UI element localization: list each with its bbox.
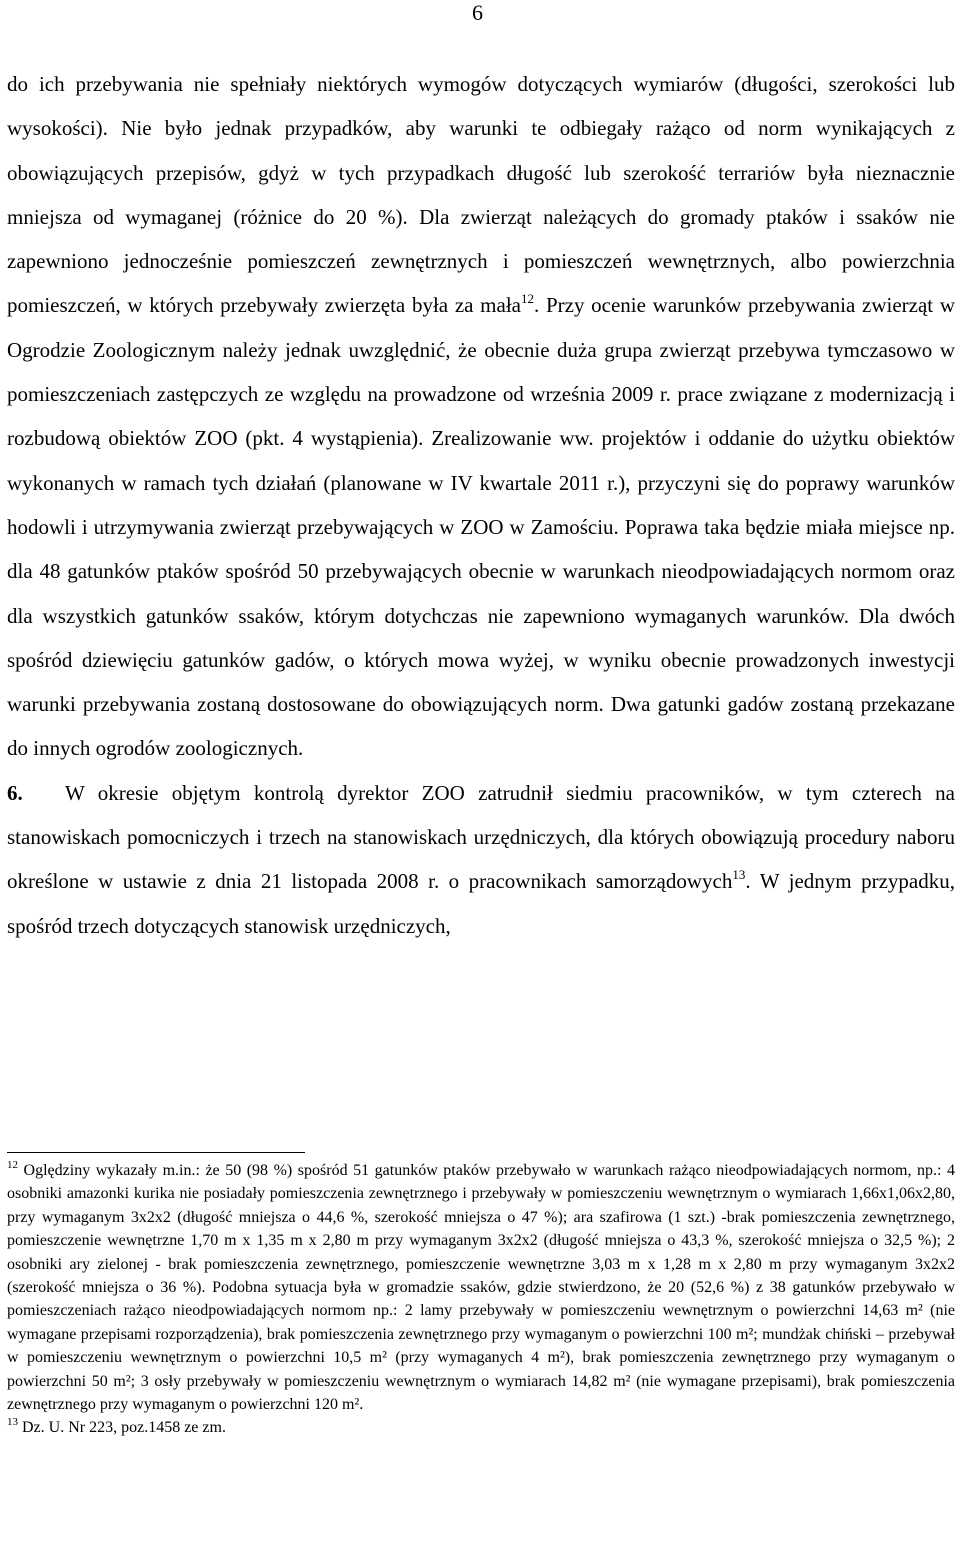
footnote-mark: 12 — [7, 1159, 18, 1171]
footnote-12 — [7, 1159, 955, 1416]
main-text — [7, 62, 955, 948]
footnote-separator — [7, 1152, 305, 1153]
footnote-text: Dz. U. Nr 223, poz.1458 ze zm. — [18, 1419, 226, 1437]
paragraph-text: . Przy ocenie warunków przebywania zwierząt w Ogrodzie Zoologicznym należy jednak uwzględnić, że obecnie duża grupa zwierząt przebywa tymczasowo w pomieszczeniach zastępczych ze względu na prowadzone od września 2009 r. prace związane z modernizacją i rozbudową obiektów ZOO (pkt. 4 wystąpienia). Zrealizowanie ww. projektów i oddanie do użytku obiektów wykonanych w ramach tych działań (planowane w IV kwartale 2011 r.), przyczyni się do poprawy warunków hodowli i utrzymywania zwierząt przebywających w ZOO w Zamościu. Poprawa taka będzie miała miejsce np. dla 48 gatunków ptaków spośród 50 przebywających obecnie w warunkach nieodpowiadających normom oraz dla wszystkich gatunków ssaków, którym dotychczas nie zapewniono wymaganych warunków. Dla dwóch spośród dziewięciu gatunków gadów, o których mowa wyżej, w wyniku obecnie prowadzonych inwestycji warunki przebywania zostaną dostosowane do obowiązujących norm. Dwa gatunki gadów zostaną przekazane do innych ogrodów zoologicznych. — [7, 293, 955, 761]
footnote-mark: 13 — [7, 1416, 18, 1429]
section-6-paragraph — [7, 771, 955, 948]
paragraph-text: . W jednym przypadku, spośród trzech dotyczących stanowisk urzędniczych, — [7, 869, 956, 938]
footnote-13 — [7, 1416, 955, 1439]
paragraph-text: W okresie objętym kontrolą dyrektor ZOO zatrudnił siedmiu pracowników, w tym czterech na stanowiskach pomocniczych i trzech na stanowiskach urzędniczych, dla których obowiązują procedury naboru określone w ustawie z dnia 21 listopada 2008 r. o pracownikach samorządowych — [7, 780, 955, 894]
footnotes-section — [7, 1159, 955, 1440]
paragraph-text: do ich przebywania nie spełniały niektórych wymogów dotyczących wymiarów (długości, szerokości lub wysokości). Nie było jednak przypadków, aby warunki te odbiegały rażąco od norm wynikających z obowiązujących przepisów, gdyż w tych przypadkach długość lub szerokość terrariów była nieznacznie mniejsza od wymaganej (różnice do 20 %). Dla zwierząt należących do gromady ptaków i ssaków nie zapewniono jednocześnie pomieszczeń zewnętrznych i pomieszczeń wewnętrznych, albo powierzchnia pomieszczeń, w których przebywały zwierzęta była za mała — [7, 72, 955, 318]
page-number: 6 — [472, 0, 483, 25]
footnote-reference-13[interactable]: 13 — [732, 867, 746, 883]
footnote-reference-12[interactable]: 12 — [520, 291, 534, 307]
footnote-text: Oględziny wykazały m.in.: że 50 (98 %) spośród 51 gatunków ptaków przebywało w warunkach rażąco nieodpowiadających normom, np.: 4 osobniki amazonki kurika nie posiadały pomieszczenia zewnętrznego i przebywały w pomieszczeniu wewnętrznym o wymiarach 1,66x1,06x2,80, przy wymaganym 3x2x2 (długość mniejsza o 44,6 %, szerokość mniejsza o 47 %); ara szafirowa (1 szt.) -brak pomieszczenia zewnętrznego, pomieszczenie wewnętrzne 1,70 m x 1,35 m x 2,80 m przy wymaganym 3x2x2 (długość mniejsza o 43,3 %, szerokość mniejsza o 32,5 %); 2 osobniki ary zielonej - brak pomieszczenia zewnętrznego, pomieszczenie wewnętrzne 3,03 m x 1,28 m x 2,80 m przy wymaganym 3x2x2 (szerokość mniejsza o 36 %). Podobna sytuacja była w gromadzie ssaków, gdzie stwierdzono, że 20 (52,6 %) z 38 gatunków przebywało w pomieszczeniach rażąco nieodpowiadających normom np.: 2 lamy przebywały w pomieszczeniu wewnętrznym o powierzchni 14,63 m² (nie wymagane przepisami rozporządzenia), brak pomieszczenia zewnętrznego przy wymaganym o powierzchni 100 m²; mundżak chiński – przebywał w pomieszczeniu wewnętrznym o powierzchni 10,5 m² (przy wymaganych 4 m²), brak pomieszczenia zewnętrznego przy wymaganym o powierzchni 50 m²; 3 osły przebywały w pomieszczeniu wewnętrznym o wymiarach 14,82 m² (nie wymagane przepisami), brak pomieszczenia zewnętrznego przy wymaganym o powierzchni 120 m². — [7, 1162, 955, 1414]
section-number: 6. — [7, 780, 23, 805]
paragraph-animal-conditions — [7, 62, 955, 771]
